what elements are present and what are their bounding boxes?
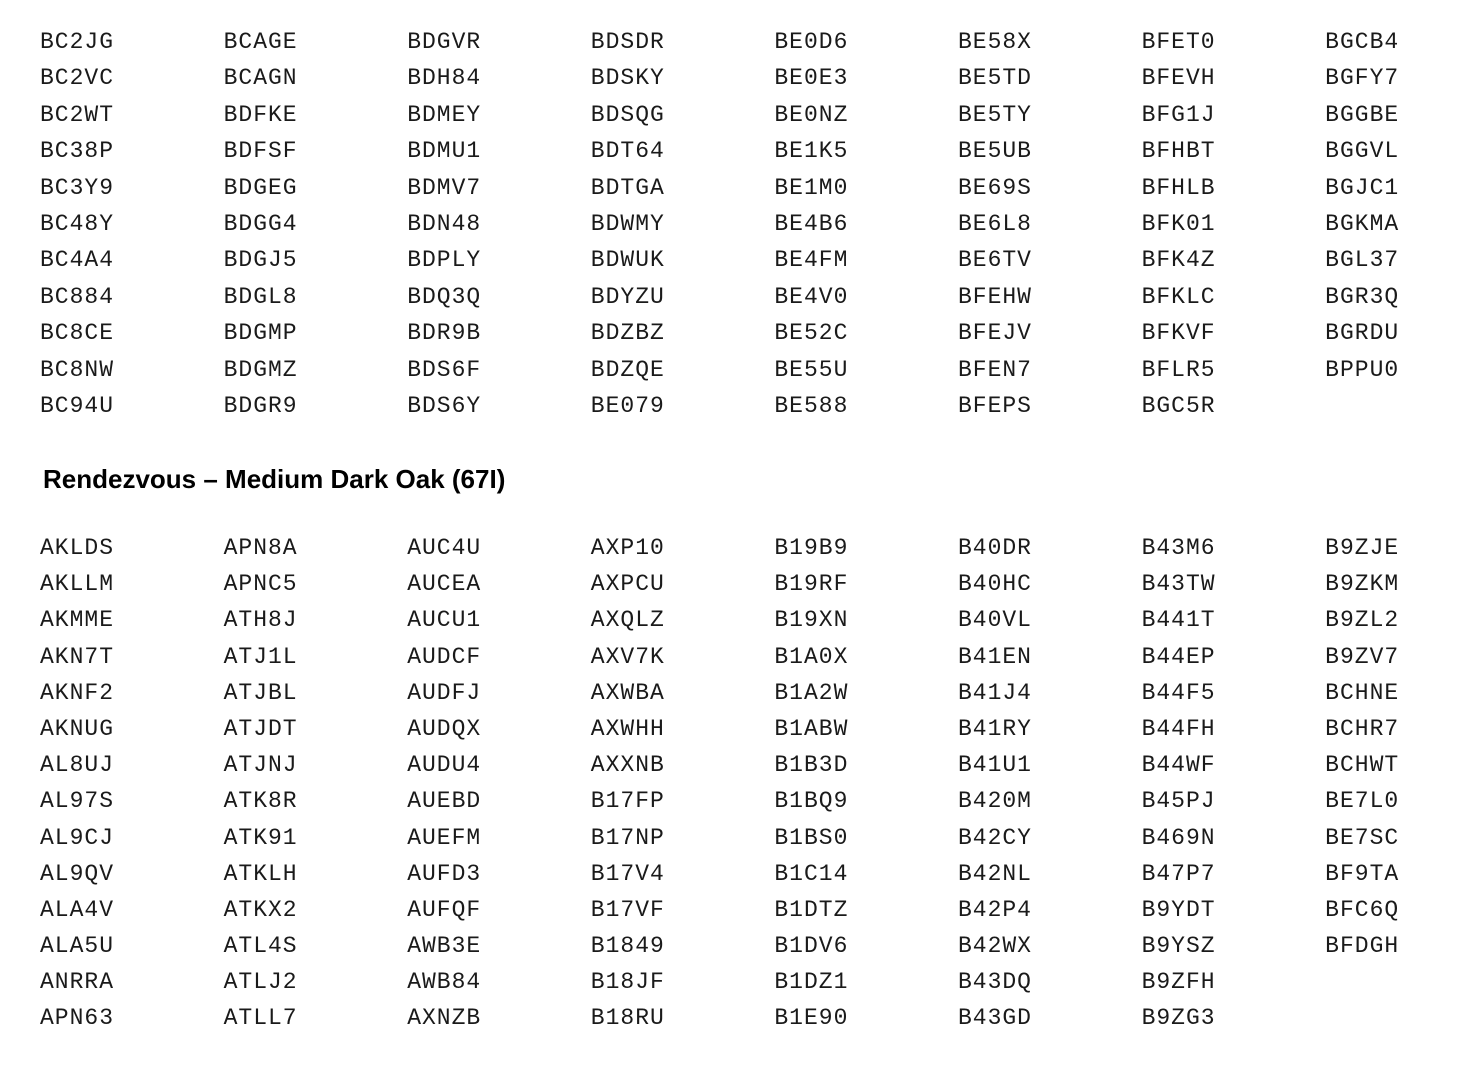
code-cell: BDGR9 [223, 392, 298, 419]
code-cell: AUEFM [407, 824, 482, 851]
code-cell: B42NL [957, 860, 1032, 887]
code-cell: BGGBE [1325, 101, 1400, 128]
code-cell: BDSKY [590, 65, 665, 92]
code-cell: BE1K5 [774, 138, 849, 165]
code-cell: B9ZV7 [1325, 643, 1400, 670]
code-cell: BC4A4 [40, 247, 115, 274]
code-cell: BE1M0 [774, 174, 849, 201]
code-cell: ATLJ2 [223, 969, 298, 996]
code-cell: B469N [1141, 824, 1216, 851]
code-cell: B42CY [957, 824, 1032, 851]
code-cell: ATH8J [223, 607, 298, 634]
code-cell: BCAGE [223, 29, 298, 55]
code-cell: ATJDT [223, 715, 298, 742]
code-cell: B44FH [1141, 715, 1216, 742]
code-cell: AXV7K [590, 643, 665, 670]
code-cell: BE5UB [957, 138, 1032, 165]
code-cell: B41EN [957, 643, 1032, 670]
code-cell: BDT64 [590, 138, 665, 165]
code-cell: BE4B6 [774, 210, 849, 237]
code-cell: AKLLM [40, 571, 115, 598]
code-cell: BDS6Y [407, 392, 482, 419]
code-cell: B43TW [1141, 571, 1216, 598]
code-cell: BE52C [774, 320, 849, 347]
code-cell: BE7SC [1325, 824, 1400, 851]
code-cell: AKMME [40, 607, 115, 634]
code-cell: B18RU [590, 1005, 665, 1032]
code-cell: BGRDU [1325, 320, 1400, 347]
code-cell: B1BQ9 [774, 788, 849, 815]
code-cell: BFET0 [1141, 29, 1216, 55]
code-cell: B19XN [774, 607, 849, 634]
code-cell: B45PJ [1141, 788, 1216, 815]
code-cell: B19RF [774, 571, 849, 598]
code-cell: AUCEA [407, 571, 482, 598]
code-cell: B1E90 [774, 1005, 849, 1032]
code-cell: B42P4 [957, 896, 1032, 923]
code-cell: BE588 [774, 392, 849, 419]
code-cell: ATK8R [223, 788, 298, 815]
code-cell: BE58X [957, 29, 1032, 55]
code-cell: BFC6Q [1325, 896, 1400, 923]
code-cell: ATKX2 [223, 896, 298, 923]
code-cell: BCHWT [1325, 752, 1400, 779]
code-cell: BFK01 [1141, 210, 1216, 237]
code-cell: ATKLH [223, 860, 298, 887]
code-cell: AXWHH [590, 715, 665, 742]
code-cell: BDGMP [223, 320, 298, 347]
code-table-bottom [40, 535, 1440, 1042]
code-cell: BDGMZ [223, 356, 298, 383]
code-cell: B420M [957, 788, 1032, 815]
code-cell: B40VL [957, 607, 1032, 634]
code-table-top [40, 29, 1440, 429]
code-cell: BF9TA [1325, 860, 1400, 887]
code-cell: BC48Y [40, 210, 115, 237]
code-cell: B43GD [957, 1005, 1032, 1032]
code-cell: BE0E3 [774, 65, 849, 92]
code-cell: BFK4Z [1141, 247, 1216, 274]
code-cell: AXP10 [590, 535, 665, 561]
code-cell: BGJC1 [1325, 174, 1400, 201]
code-cell: B43DQ [957, 969, 1032, 996]
code-cell: BFG1J [1141, 101, 1216, 128]
code-cell: BDZQE [590, 356, 665, 383]
code-cell: B1DZ1 [774, 969, 849, 996]
code-cell: BGL37 [1325, 247, 1400, 274]
code-cell: B41RY [957, 715, 1032, 742]
code-cell: AL9CJ [40, 824, 115, 851]
code-cell: BFEHW [957, 283, 1032, 310]
code-cell: BE0NZ [774, 101, 849, 128]
code-cell: BFKVF [1141, 320, 1216, 347]
code-cell: AUFQF [407, 896, 482, 923]
empty-cell [1325, 393, 1472, 429]
code-cell: BDWMY [590, 210, 665, 237]
code-cell: AUDCF [407, 643, 482, 670]
code-cell: B41J4 [957, 679, 1032, 706]
code-cell: BCHNE [1325, 679, 1400, 706]
code-cell: BE4FM [774, 247, 849, 274]
code-cell: BE6TV [957, 247, 1032, 274]
code-cell: AXNZB [407, 1005, 482, 1032]
code-cell: BDSQG [590, 101, 665, 128]
code-cell: BC2WT [40, 101, 115, 128]
code-cell: B40HC [957, 571, 1032, 598]
code-cell: BDGG4 [223, 210, 298, 237]
code-cell: BE079 [590, 392, 665, 419]
code-cell: B9YSZ [1141, 933, 1216, 960]
code-cell: BDZBZ [590, 320, 665, 347]
code-cell: B1849 [590, 933, 665, 960]
code-cell: B42WX [957, 933, 1032, 960]
code-cell: BPPU0 [1325, 356, 1400, 383]
code-cell: B17V4 [590, 860, 665, 887]
code-cell: ALA4V [40, 896, 115, 923]
code-cell: APN63 [40, 1005, 115, 1032]
code-cell: B43M6 [1141, 535, 1216, 561]
code-cell: BDSDR [590, 29, 665, 55]
code-cell: BDQ3Q [407, 283, 482, 310]
code-cell: APN8A [223, 535, 298, 561]
code-cell: BFHLB [1141, 174, 1216, 201]
code-cell: BDGL8 [223, 283, 298, 310]
code-cell: BDR9B [407, 320, 482, 347]
code-cell: B17FP [590, 788, 665, 815]
code-cell: B1C14 [774, 860, 849, 887]
code-cell: BC2VC [40, 65, 115, 92]
code-cell: B1DTZ [774, 896, 849, 923]
code-cell: ATJ1L [223, 643, 298, 670]
code-cell: BC884 [40, 283, 115, 310]
code-cell: B19B9 [774, 535, 849, 561]
code-cell: ATL4S [223, 933, 298, 960]
code-cell: AKLDS [40, 535, 115, 561]
code-cell: B441T [1141, 607, 1216, 634]
code-cell: BCAGN [223, 65, 298, 92]
code-cell: AXWBA [590, 679, 665, 706]
code-cell: APNC5 [223, 571, 298, 598]
code-cell: BDFKE [223, 101, 298, 128]
code-cell: BE0D6 [774, 29, 849, 55]
code-cell: BGFY7 [1325, 65, 1400, 92]
code-cell: AUEBD [407, 788, 482, 815]
code-cell: B1B3D [774, 752, 849, 779]
code-cell: AWB84 [407, 969, 482, 996]
code-cell: AL97S [40, 788, 115, 815]
code-cell: BGR3Q [1325, 283, 1400, 310]
code-cell: AWB3E [407, 933, 482, 960]
code-cell: B1DV6 [774, 933, 849, 960]
empty-cell [1325, 1005, 1472, 1041]
code-cell: BE4V0 [774, 283, 849, 310]
code-cell: B17VF [590, 896, 665, 923]
code-cell: AXQLZ [590, 607, 665, 634]
code-cell: BFEVH [1141, 65, 1216, 92]
code-cell: ATJNJ [223, 752, 298, 779]
section-heading: Rendezvous – Medium Dark Oak (67I) [43, 464, 506, 494]
code-cell: B41U1 [957, 752, 1032, 779]
code-cell: BCHR7 [1325, 715, 1400, 742]
code-cell: BDTGA [590, 174, 665, 201]
code-cell: AUDFJ [407, 679, 482, 706]
code-cell: BFHBT [1141, 138, 1216, 165]
code-cell: BGCB4 [1325, 29, 1400, 55]
code-cell: BDYZU [590, 283, 665, 310]
code-cell: B1ABW [774, 715, 849, 742]
code-cell: BE55U [774, 356, 849, 383]
code-cell: BDGEG [223, 174, 298, 201]
code-cell: AUC4U [407, 535, 482, 561]
code-cell: BDN48 [407, 210, 482, 237]
code-cell: BC2JG [40, 29, 115, 55]
code-cell: ATJBL [223, 679, 298, 706]
code-cell: BGGVL [1325, 138, 1400, 165]
code-cell: B9ZFH [1141, 969, 1216, 996]
code-cell: B9ZKM [1325, 571, 1400, 598]
code-cell: AUDQX [407, 715, 482, 742]
code-cell: B9YDT [1141, 896, 1216, 923]
code-cell: BGKMA [1325, 210, 1400, 237]
code-cell: BDFSF [223, 138, 298, 165]
code-cell: AXPCU [590, 571, 665, 598]
code-cell: BE6L8 [957, 210, 1032, 237]
code-cell: AKNF2 [40, 679, 115, 706]
code-cell: BC8NW [40, 356, 115, 383]
code-cell: B9ZL2 [1325, 607, 1400, 634]
code-cell: BDMEY [407, 101, 482, 128]
code-cell: BE5TY [957, 101, 1032, 128]
code-cell: BFKLC [1141, 283, 1216, 310]
code-cell: BFLR5 [1141, 356, 1216, 383]
code-cell: B44F5 [1141, 679, 1216, 706]
code-cell: B47P7 [1141, 860, 1216, 887]
code-cell: BGC5R [1141, 392, 1216, 419]
code-cell: BDS6F [407, 356, 482, 383]
code-cell: AUCU1 [407, 607, 482, 634]
code-cell: AXXNB [590, 752, 665, 779]
code-cell: BE7L0 [1325, 788, 1400, 815]
code-cell: ALA5U [40, 933, 115, 960]
code-cell: BE69S [957, 174, 1032, 201]
code-cell: B9ZJE [1325, 535, 1400, 561]
code-cell: B40DR [957, 535, 1032, 561]
code-cell: B44EP [1141, 643, 1216, 670]
code-cell: BDWUK [590, 247, 665, 274]
code-cell: BDH84 [407, 65, 482, 92]
code-cell: BC3Y9 [40, 174, 115, 201]
code-cell: B1A0X [774, 643, 849, 670]
code-cell: AL9QV [40, 860, 115, 887]
code-cell: B1A2W [774, 679, 849, 706]
code-cell: BC94U [40, 392, 115, 419]
code-cell: BDGJ5 [223, 247, 298, 274]
code-cell: BDMV7 [407, 174, 482, 201]
code-cell: BC38P [40, 138, 115, 165]
code-cell: BC8CE [40, 320, 115, 347]
code-cell: BFEN7 [957, 356, 1032, 383]
code-cell: B9ZG3 [1141, 1005, 1216, 1032]
code-cell: BFEJV [957, 320, 1032, 347]
code-cell: BFDGH [1325, 933, 1400, 960]
code-cell: B44WF [1141, 752, 1216, 779]
code-cell: B18JF [590, 969, 665, 996]
code-cell: BFEPS [957, 392, 1032, 419]
code-cell: BDMU1 [407, 138, 482, 165]
code-cell: BDGVR [407, 29, 482, 55]
code-cell: AUDU4 [407, 752, 482, 779]
code-cell: AUFD3 [407, 860, 482, 887]
code-cell: ATK91 [223, 824, 298, 851]
code-cell: BE5TD [957, 65, 1032, 92]
code-cell: AL8UJ [40, 752, 115, 779]
empty-cell [1325, 969, 1472, 1005]
code-cell: AKNUG [40, 715, 115, 742]
code-cell: B1BS0 [774, 824, 849, 851]
code-cell: ANRRA [40, 969, 115, 996]
code-cell: AKN7T [40, 643, 115, 670]
code-cell: B17NP [590, 824, 665, 851]
code-cell: BDPLY [407, 247, 482, 274]
code-cell: ATLL7 [223, 1005, 298, 1032]
